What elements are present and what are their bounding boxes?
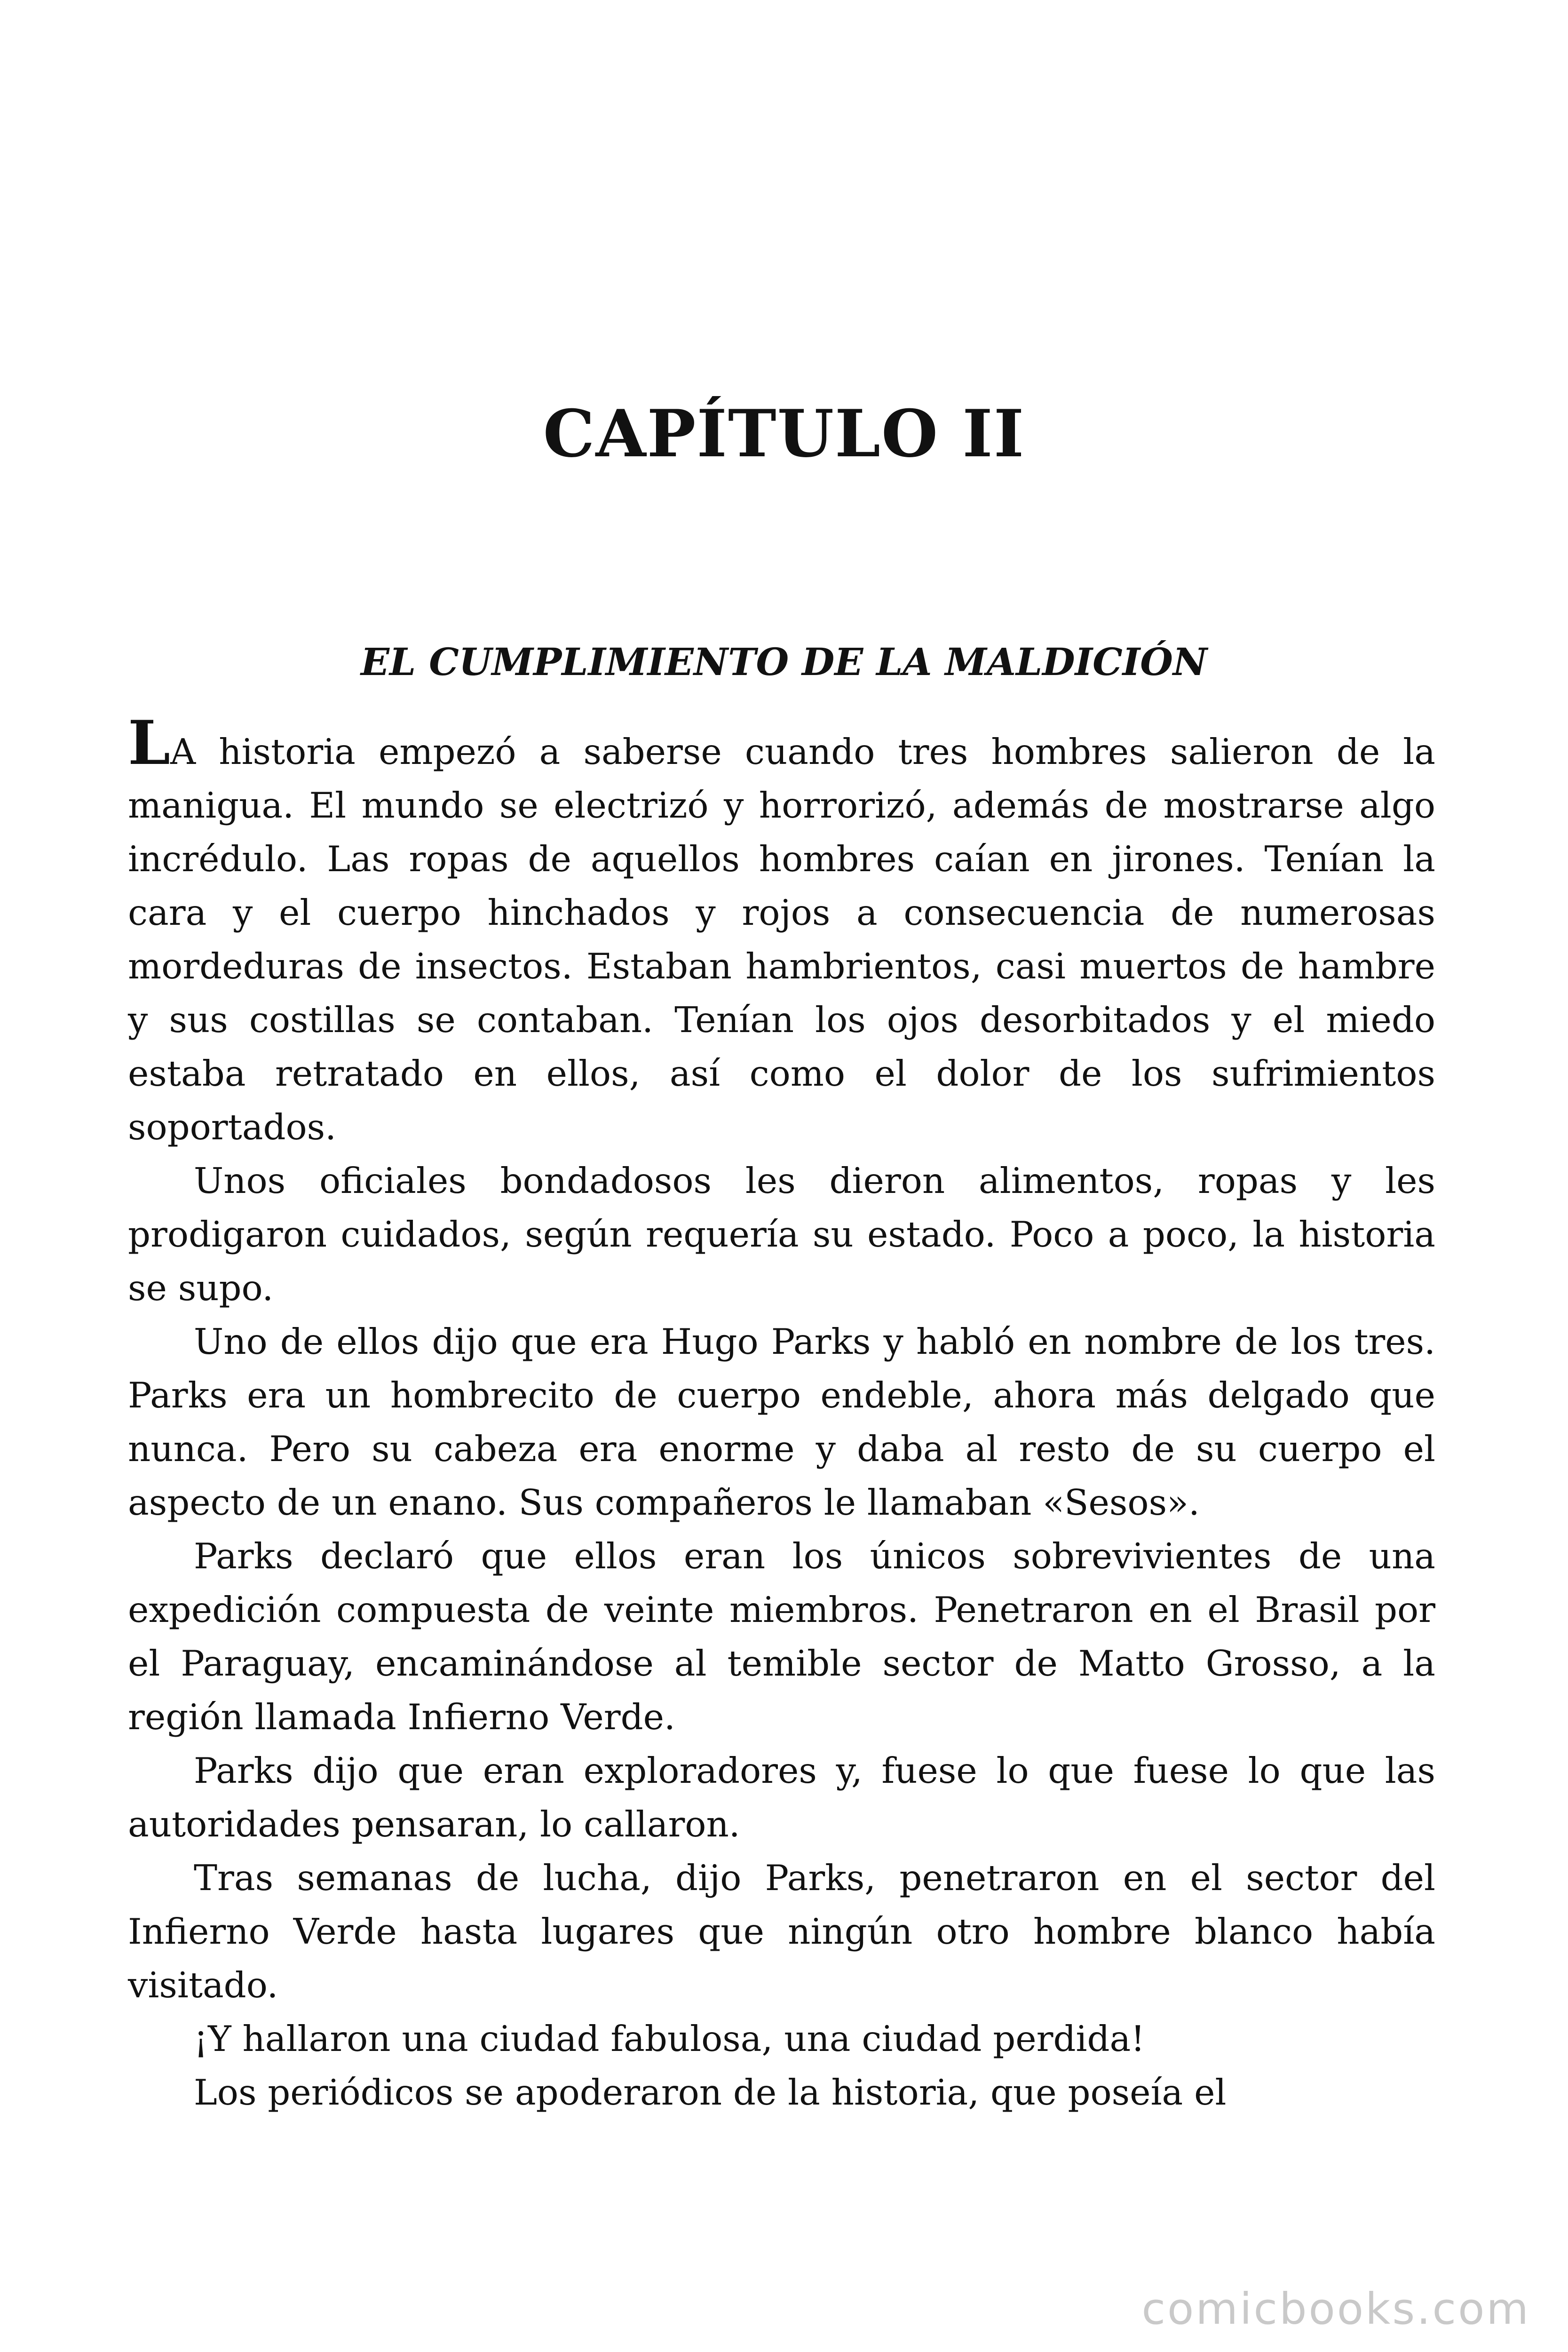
paragraph: ¡Y hallaron una ciudad fabulosa, una ciudad perdida! xyxy=(194,2018,1145,2059)
paragraph: Unos oficiales bondadosos les dieron alimentos, ropas y les prodigaron cuidados, según requería su estado. Poco a poco, la historia se supo. xyxy=(128,1160,1435,1309)
paragraph xyxy=(128,708,1435,1154)
chapter-title: CAPÍTULO II xyxy=(543,395,1025,472)
paragraph: Uno de ellos dijo que era Hugo Parks y habló en nombre de los tres. Parks era un hombrecito de cuerpo endeble, ahora más delgado que nunca. Pero su cabeza era enorme y daba al resto de su cuerpo el aspecto de un enano. Sus compañeros le llamaban «Sesos». xyxy=(128,1321,1435,1523)
paragraph: Parks declaró que ellos eran los únicos sobrevivientes de una expedición compuesta de veinte miembros. Penetraron en el Brasil por el Paraguay, encaminándose al temible sector de Matto Grosso, a la región llamada Infierno Verde. xyxy=(128,1535,1435,1738)
paragraph: Tras semanas de lucha, dijo Parks, penetraron en el sector del Infierno Verde hasta lugares que ningún otro hombre blanco había visitado. xyxy=(128,1857,1435,2006)
paragraph-text: historia empezó a saberse cuando tres hombres salieron de la manigua. El mundo se electrizó y horrorizó, además de mostrarse algo incrédulo. Las ropas de aquellos hombres caían en jirones. Tenían la cara y el cuerpo hinchados y rojos a consecuencia de numerosas mordeduras de insectos. Estaban hambrientos, casi muertos de hambre y sus costillas se contaban. Tenían los ojos desorbitados y el miedo estaba retratado en ellos, así como el dolor de los sufrimientos soportados. xyxy=(128,731,1435,1148)
paragraph: Los periódicos se apoderaron de la historia, que poseía el xyxy=(194,2072,1227,2113)
watermark: comicbooks.com xyxy=(1141,2284,1530,2334)
chapter-subtitle: EL CUMPLIMIENTO DE LA MALDICIÓN xyxy=(361,640,1207,684)
drop-cap-continuation: A xyxy=(170,731,196,772)
drop-cap: L xyxy=(128,708,170,779)
chapter-body xyxy=(128,708,1435,2119)
paragraph: Parks dijo que eran exploradores y, fuese lo que fuese lo que las autoridades pensaran, lo callaron. xyxy=(128,1750,1435,1845)
